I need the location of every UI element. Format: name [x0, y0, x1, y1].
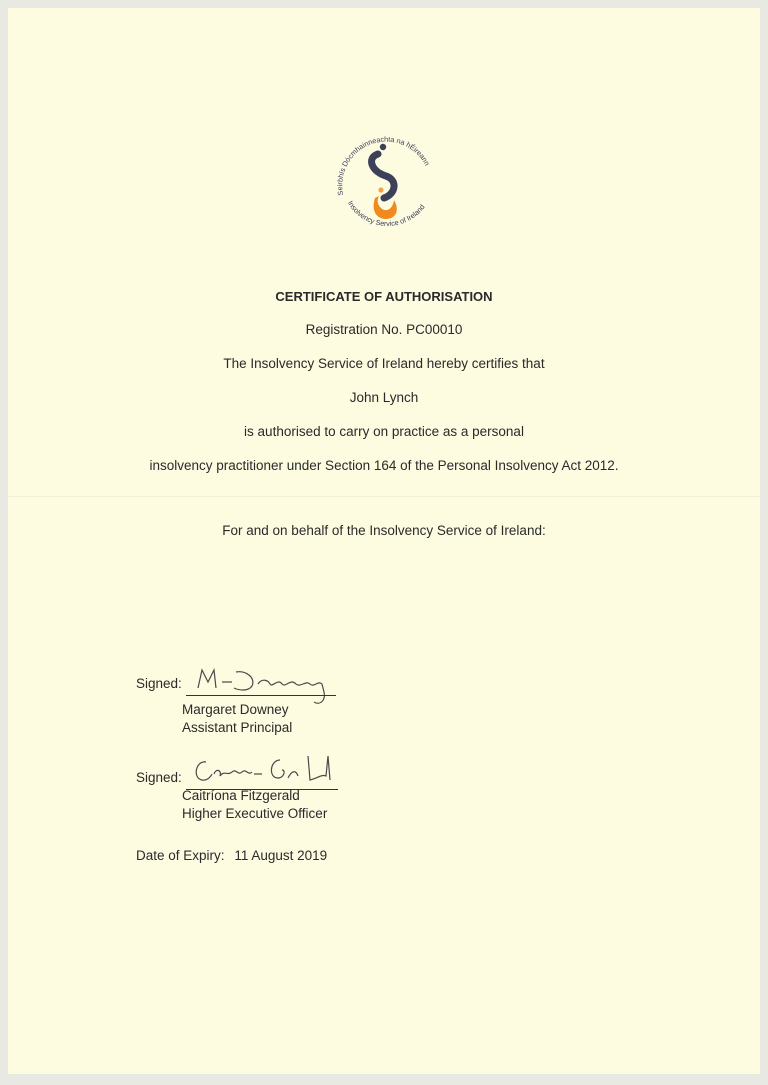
certificate-page — [8, 8, 760, 1074]
signature-c-fitzgerald — [188, 748, 348, 792]
signatory-role: Assistant Principal — [182, 720, 293, 735]
logo-irish-text: Seirbhís Dócmhainneachta na hÉireann — [335, 134, 432, 197]
on-behalf-line: For and on behalf of the Insolvency Service of Ireland: — [222, 523, 546, 538]
registration-number: Registration No. PC00010 — [305, 322, 463, 337]
signatory-name: Caitríona Fitzgerald — [182, 788, 300, 803]
signed-label: Signed: — [136, 676, 182, 691]
isi-logo — [326, 120, 446, 240]
practitioner-line: insolvency practitioner under Section 164 of the Personal Insolvency Act 2012. — [149, 458, 619, 473]
signatory-role: Higher Executive Officer — [182, 806, 328, 821]
expiry-line — [136, 848, 333, 863]
isi-logo-icon — [326, 120, 446, 240]
logo-english-text: Insolvency Service of Ireland — [345, 199, 427, 228]
certifies-line: The Insolvency Service of Ireland hereby certifies that — [223, 356, 545, 371]
certificate-title: CERTIFICATE OF AUTHORISATION — [275, 289, 493, 304]
signatory-name: Margaret Downey — [182, 702, 289, 717]
signed-label: Signed: — [136, 770, 182, 785]
holder-name: John Lynch — [349, 390, 419, 405]
paper-fold-line — [8, 496, 760, 497]
expiry-label: Date of Expiry: — [136, 848, 225, 863]
expiry-date: 11 August 2019 — [234, 848, 328, 863]
signature-line — [186, 695, 336, 696]
authorised-line: is authorised to carry on practice as a personal — [244, 424, 524, 439]
